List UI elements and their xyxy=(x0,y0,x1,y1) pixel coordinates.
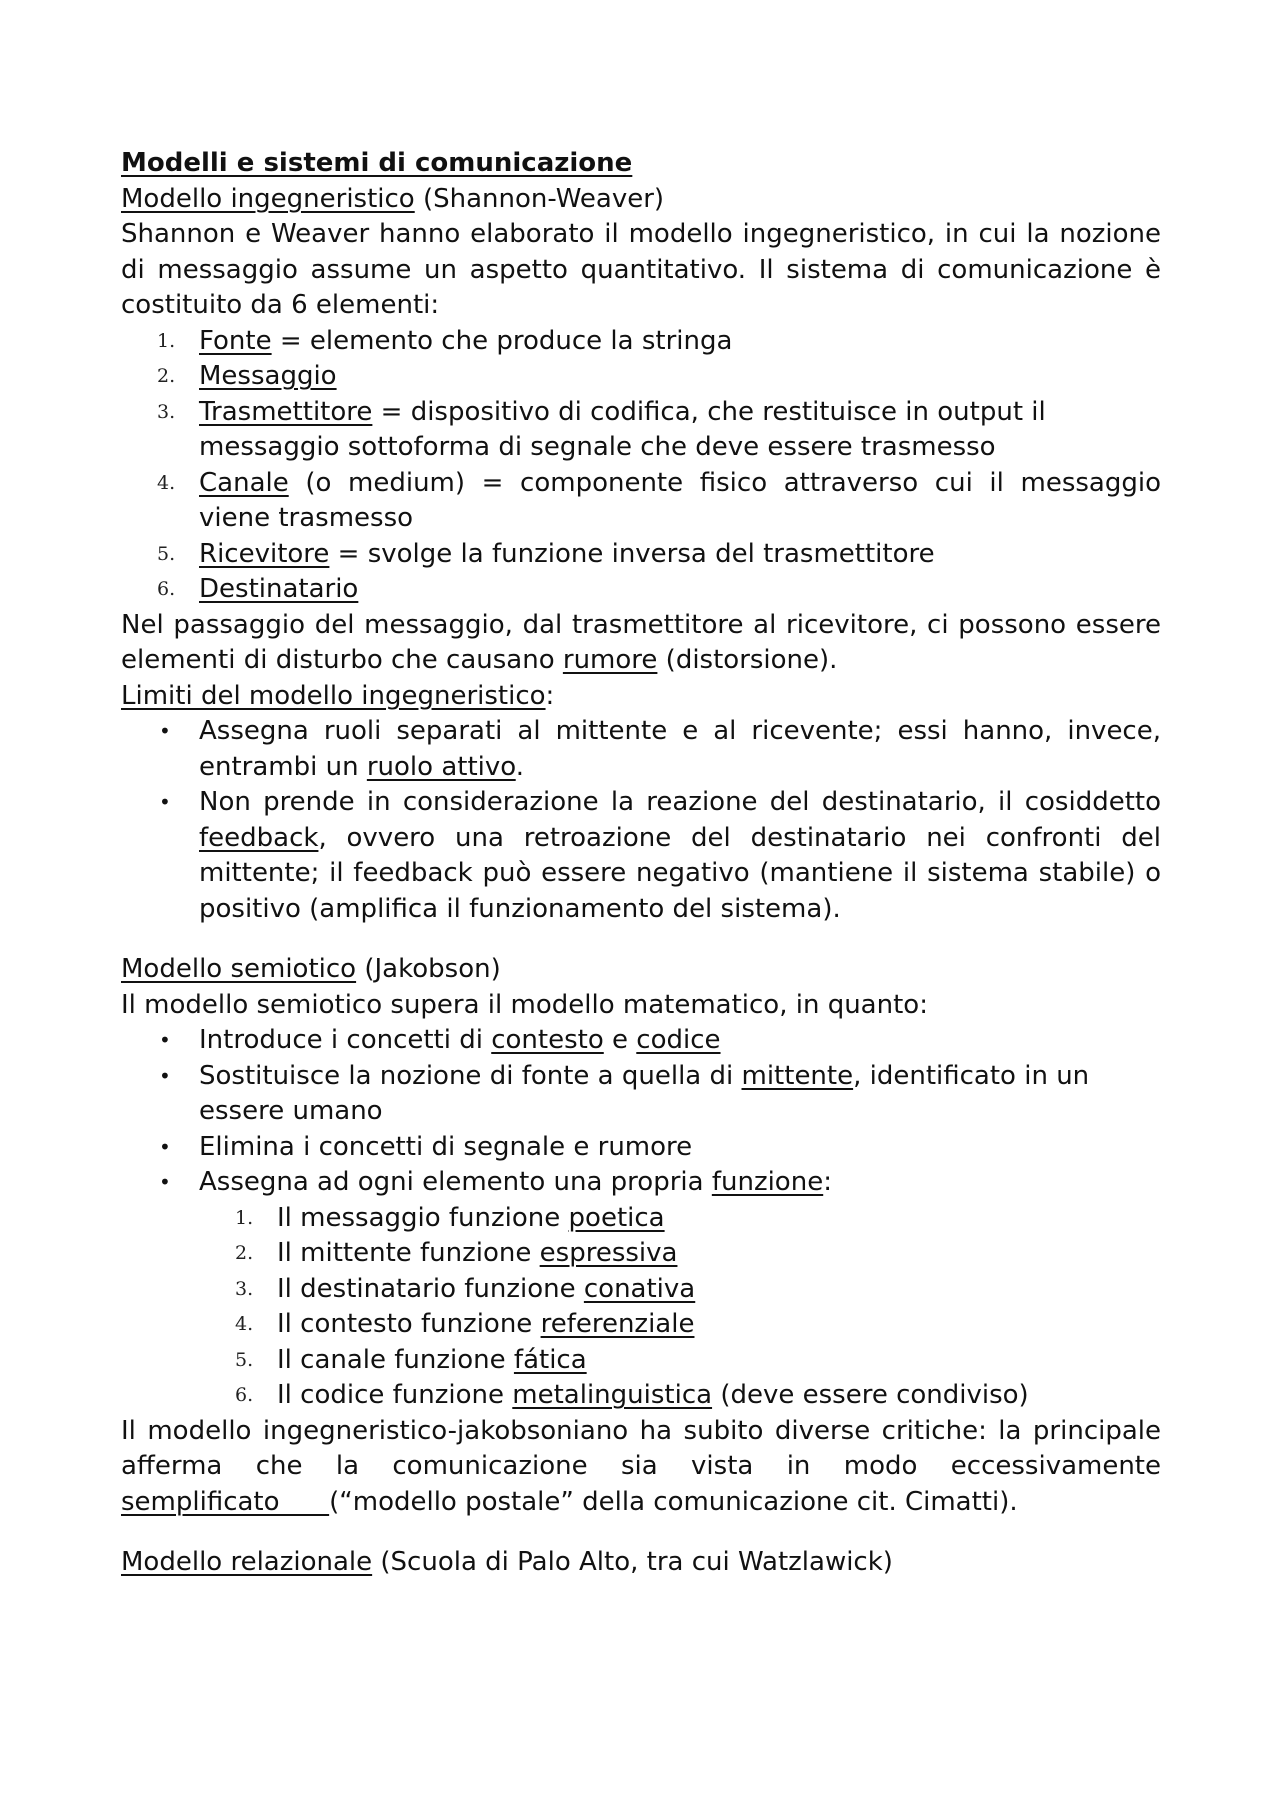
bullet-icon: • xyxy=(159,1063,171,1088)
list-item: • Sostituisce la nozione di fonte a quella di mittente, identificato in un essere umano xyxy=(159,1060,1090,1126)
functions-list xyxy=(121,1201,1161,1414)
list-item: 2. Il mittente funzione espressiva xyxy=(235,1238,678,1268)
bullet-icon: • xyxy=(159,1028,171,1052)
list-item: • Assegna ruoli separati al mittente e al ricevente; essi hanno, invece, entrambi un ruolo attivo. xyxy=(159,716,1161,782)
list-item: 1. Il messaggio funzione poetica xyxy=(235,1202,665,1233)
document-body xyxy=(121,146,1161,1581)
list-item: • Assegna ad ogni elemento una propria funzione: xyxy=(121,1165,1161,1201)
section-intro: Il modello semiotico supera il modello matematico, in quanto: xyxy=(121,989,928,1020)
list-item: • Introduce i concetti di contesto e codice xyxy=(121,1023,1161,1059)
spacer xyxy=(121,1520,1161,1545)
list-item: 3. Il destinatario funzione conativa xyxy=(235,1273,696,1304)
spacer xyxy=(121,927,1161,952)
list-item: 1. Fonte = elemento che produce la stringa xyxy=(157,325,733,356)
limits-heading: Limiti del modello ingegneristico: xyxy=(121,680,555,711)
list-item: 4. Canale (o medium) = componente fisico attraverso cui il messaggio viene trasmesso xyxy=(157,467,1161,533)
semiotic-list xyxy=(121,1023,1161,1201)
section-heading-semiotico: Modello semiotico (Jakobson) xyxy=(121,954,501,984)
list-item: 2. Messaggio xyxy=(157,361,337,391)
bullet-icon: • xyxy=(159,1170,171,1194)
bullet-icon: • xyxy=(159,1134,171,1159)
list-item: • Non prende in considerazione la reazione del destinatario, il cosiddetto feedback, ovvero una retroazione del destinatario nei confronti del mittente; il feedback può essere negativo (mantiene il sistema stabile) o positivo (amplifica il funzionamento del sistema). xyxy=(159,787,1161,924)
list-item: 3. Trasmettitore = dispositivo di codifica, che restituisce in output il messaggio sottoforma di segnale che deve essere trasmesso xyxy=(157,396,1046,462)
section-intro: Shannon e Weaver hanno elaborato il modello ingegneristico, in cui la nozione di messaggio assume un aspetto quantitativo. Il sistema di comunicazione è costituito da 6 elementi: xyxy=(121,219,1161,320)
section-heading-relazionale: Modello relazionale (Scuola di Palo Alto, tra cui Watzlawick) xyxy=(121,1547,893,1577)
page-title: Modelli e sistemi di comunicazione xyxy=(121,148,633,178)
bullet-icon: • xyxy=(159,719,171,743)
list-item: 6. Destinatario xyxy=(157,574,359,604)
list-item: 5. Ricevitore = svolge la funzione inversa del trasmettitore xyxy=(157,538,935,569)
section-heading-ingegneristico: Modello ingegneristico (Shannon-Weaver) xyxy=(121,183,665,214)
elements-list xyxy=(121,324,1161,608)
list-item: 6. Il codice funzione metalinguistica (deve essere condiviso) xyxy=(235,1380,1029,1410)
bullet-icon: • xyxy=(159,790,171,814)
list-item: • Elimina i concetti di segnale e rumore xyxy=(121,1130,1161,1166)
list-item: 5. Il canale funzione fática xyxy=(235,1344,587,1375)
noise-paragraph: Nel passaggio del messaggio, dal trasmettitore al ricevitore, ci possono essere elementi di disturbo che causano rumore (distorsione). xyxy=(121,609,1161,675)
list-item: 4. Il contesto funzione referenziale xyxy=(235,1309,695,1339)
limits-list xyxy=(121,714,1161,927)
criticism-paragraph: Il modello ingegneristico-jakobsoniano ha subito diverse critiche: la principale afferma che la comunicazione sia vista in modo eccessivamente semplificato (“modello postale” della comunicazione cit. Cimatti). xyxy=(121,1415,1161,1517)
